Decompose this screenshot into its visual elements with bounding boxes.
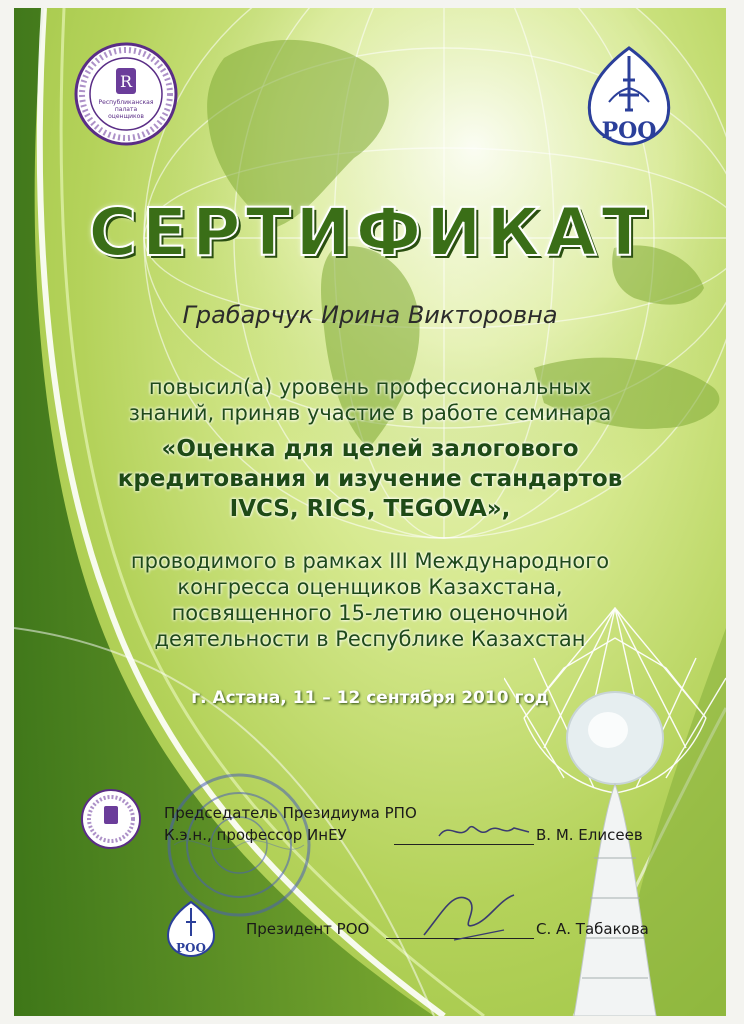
seminar-title <box>14 434 726 524</box>
seminar-line-3: IVCS, RICS, TEGOVA», <box>229 496 511 522</box>
chairman-name: В. М. Елисеев <box>536 826 643 844</box>
recipient-name: Грабарчук Ирина Викторовна <box>182 301 558 329</box>
chairman-signature <box>434 816 534 846</box>
chairman-position-line-2: К.э.н., профессор ИнЕУ <box>164 826 347 844</box>
seminar-line-1: «Оценка для целей залогового <box>161 436 579 462</box>
rpo-logo-text-3: оценщиков <box>108 113 144 120</box>
president-name: С. А. Табакова <box>536 920 649 938</box>
roo-small-logo <box>162 898 220 960</box>
rpo-logo <box>74 42 178 146</box>
context-paragraph <box>14 548 726 652</box>
president-signature <box>414 880 534 950</box>
intro-paragraph <box>14 374 726 426</box>
intro-line-2: знаний, приняв участие в работе семинара <box>128 401 612 425</box>
svg-text:R: R <box>119 72 133 91</box>
president-position: Президент РОО <box>246 920 370 938</box>
context-line-1: проводимого в рамках III Международного <box>130 549 610 573</box>
chairman-position-line-1: Председатель Президиума РПО <box>164 804 417 822</box>
context-line-2: конгресса оценщиков Казахстана, <box>177 575 563 599</box>
rpo-small-logo <box>80 788 142 850</box>
certificate-title: СЕРТИФИКАТ <box>88 194 652 271</box>
roo-small-logo-label: РОО <box>176 941 206 955</box>
seminar-line-2: кредитования и изучение стандартов <box>117 466 623 492</box>
roo-logo <box>579 40 679 152</box>
context-line-3: посвященного 15-летию оценочной <box>171 601 569 625</box>
date-and-place: г. Астана, 11 – 12 сентября 2010 год <box>191 688 549 708</box>
baiterek-tower-image <box>504 598 726 1016</box>
rpo-logo-text-2: палата <box>114 106 138 113</box>
certificate-sheet <box>14 8 726 1016</box>
context-line-4: деятельности в Республике Казахстан <box>154 627 586 651</box>
intro-line-1: повысил(а) уровень профессиональных <box>148 375 592 399</box>
roo-logo-label: РОО <box>601 118 657 144</box>
rpo-logo-text-1: Республиканская <box>98 99 154 106</box>
